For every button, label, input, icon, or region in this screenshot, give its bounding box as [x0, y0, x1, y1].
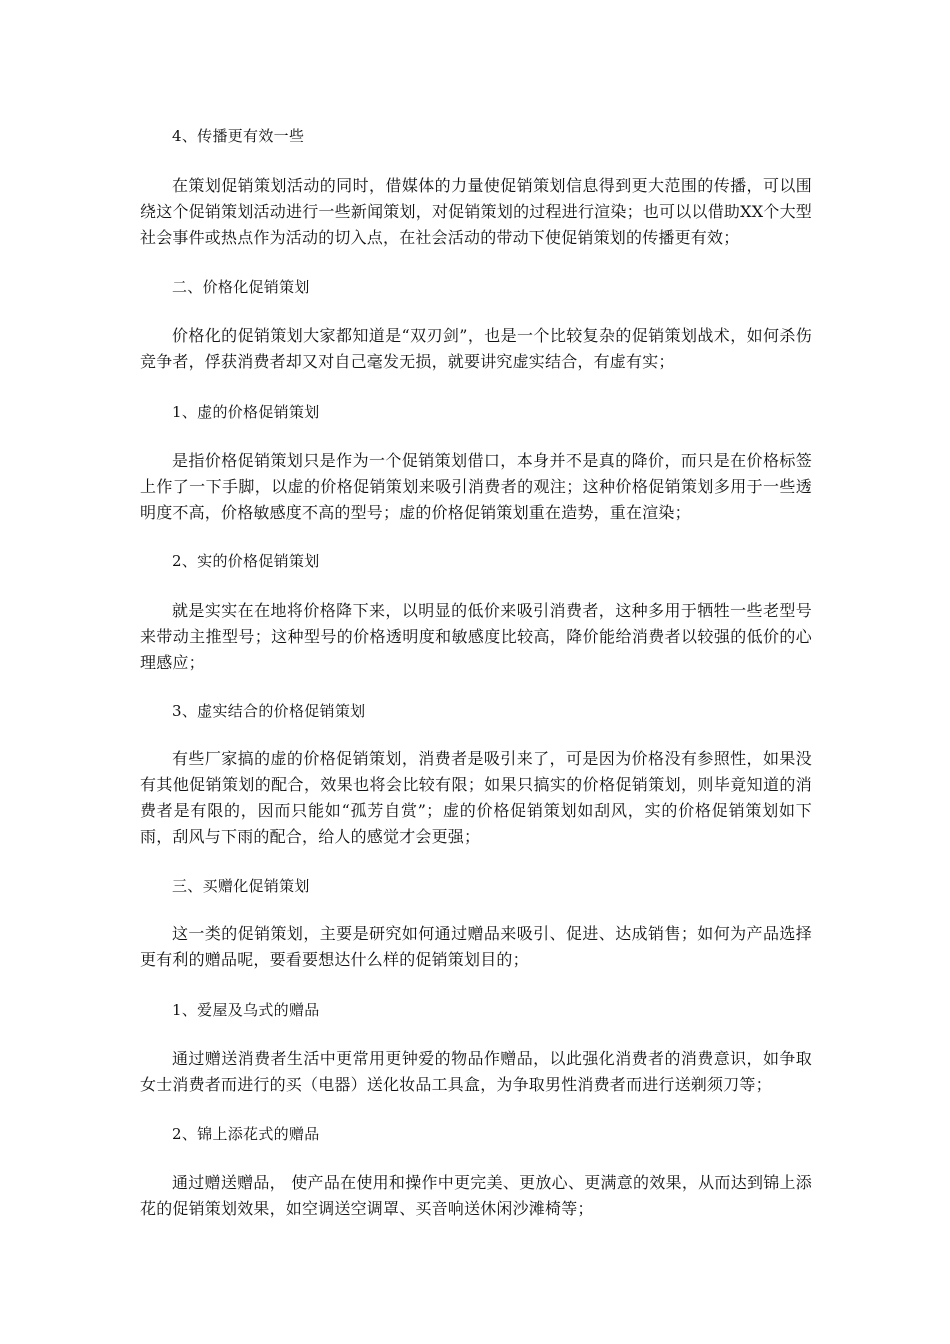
section-heading-spread-effect: 4、传播更有效一些 [172, 127, 305, 145]
paragraph-real-price: 就是实实在在地将价格降下来，以明显的低价来吸引消费者，这种多用于牺牲一些老型号来带动主推型号；这种型号的价格透明度和敏感度比较高，降价能给消费者以较强的低价的心理感应； [140, 601, 812, 672]
paragraph-spread-effect: 在策划促销策划活动的同时，借媒体的力量使促销策划信息得到更大范围的传播，可以围绕这个促销策划活动进行一些新闻策划，对促销策划的过程进行渲染；也可以以借助XX个大型社会事件或热点作为活动的切入点，在社会活动的带动下使促销策划的传播更有效； [140, 176, 812, 247]
section-heading-icing-gift: 2、锦上添花式的赠品 [172, 1125, 320, 1143]
paragraph-love-gift: 通过赠送消费者生活中更常用更钟爱的物品作赠品，以此强化消费者的消费意识，如争取女士消费者而进行的买（电器）送化妆品工具盒，为争取男性消费者而进行送剃须刀等； [140, 1049, 812, 1094]
section-heading-real-price: 2、实的价格促销策划 [172, 552, 320, 570]
paragraph-icing-gift: 通过赠送赠品， 使产品在使用和操作中更完美、更放心、更满意的效果，从而达到锦上添花的促销策划效果，如空调送空调罩、买音响送休闲沙滩椅等； [140, 1173, 812, 1218]
paragraph-price-promotion: 价格化的促销策划大家都知道是“双刃剑”，也是一个比较复杂的促销策划战术，如何杀伤竞争者，俘获消费者却又对自己毫发无损，就要讲究虚实结合，有虚有实； [140, 326, 812, 371]
paragraph-gift-promotion: 这一类的促销策划，主要是研究如何通过赠品来吸引、促进、达成销售；如何为产品选择更有利的赠品呢，要看要想达什么样的促销策划目的； [140, 924, 812, 969]
paragraph-virtual-price: 是指价格促销策划只是作为一个促销策划借口，本身并不是真的降价，而只是在价格标签上作了一下手脚，以虚的价格促销策划来吸引消费者的观注；这种价格促销策划多用于一些透明度不高，价格敏感度不高的型号；虚的价格促销策划重在造势，重在渲染； [140, 451, 812, 522]
section-heading-virtual-price: 1、虚的价格促销策划 [172, 403, 320, 421]
section-heading-combined-price: 3、虚实结合的价格促销策划 [172, 702, 366, 720]
section-heading-gift-promotion: 三、买赠化促销策划 [172, 877, 310, 895]
paragraph-combined-price: 有些厂家搞的虚的价格促销策划，消费者是吸引来了，可是因为价格没有参照性，如果没有其他促销策划的配合，效果也将会比较有限；如果只搞实的价格促销策划，则毕竟知道的消费者是有限的，因而只能如“孤芳自赏”；虚的价格促销策划如刮风，实的价格促销策划如下雨，刮风与下雨的配合，给人的感觉才会更强； [140, 749, 812, 846]
section-heading-price-promotion: 二、价格化促销策划 [172, 278, 310, 296]
section-heading-love-gift: 1、爱屋及乌式的赠品 [172, 1001, 320, 1019]
